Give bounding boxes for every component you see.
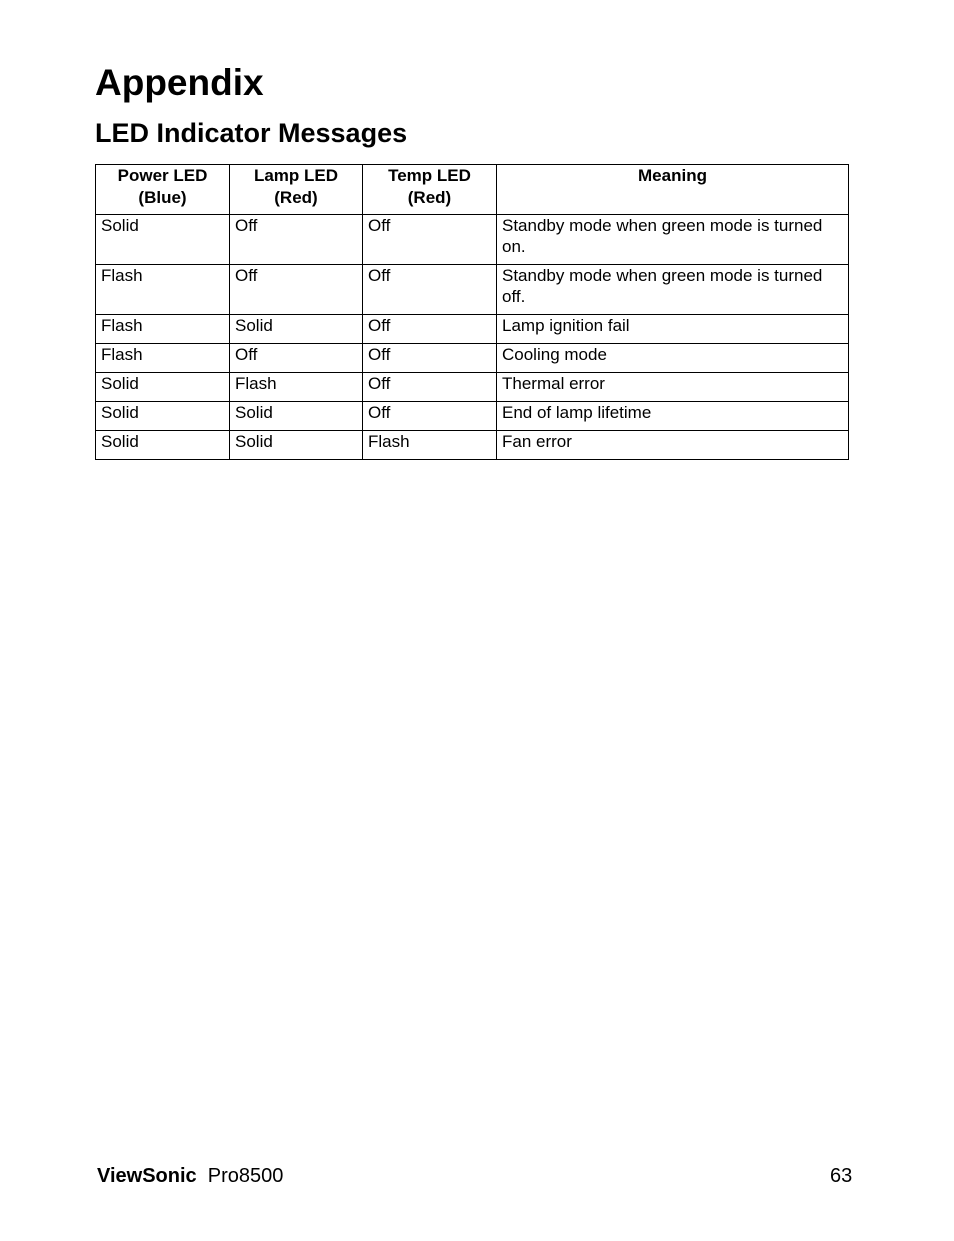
- table-row: [96, 315, 849, 344]
- cell-temp: Off: [363, 315, 497, 344]
- header-power-led: Power LED (Blue): [96, 165, 230, 215]
- cell-lamp: Off: [230, 215, 363, 265]
- cell-meaning: Lamp ignition fail: [497, 315, 849, 344]
- cell-temp: Off: [363, 373, 497, 402]
- cell-lamp: Flash: [230, 373, 363, 402]
- cell-lamp: Solid: [230, 431, 363, 460]
- cell-temp: Off: [363, 344, 497, 373]
- page-title: Appendix: [95, 62, 264, 103]
- cell-power: Flash: [96, 344, 230, 373]
- cell-meaning: Standby mode when green mode is turned on.: [497, 215, 849, 265]
- cell-lamp: Solid: [230, 402, 363, 431]
- table-row: [96, 215, 849, 265]
- cell-meaning: Thermal error: [497, 373, 849, 402]
- page-number: 63: [830, 1165, 853, 1187]
- cell-lamp: Solid: [230, 315, 363, 344]
- cell-temp: Off: [363, 402, 497, 431]
- led-indicator-table: [95, 164, 849, 460]
- header-temp-led: Temp LED (Red): [363, 165, 497, 215]
- cell-lamp: Off: [230, 344, 363, 373]
- header-lamp-led: Lamp LED (Red): [230, 165, 363, 215]
- footer-brand-name: ViewSonic: [97, 1165, 197, 1187]
- cell-lamp: Off: [230, 265, 363, 315]
- cell-power: Flash: [96, 265, 230, 315]
- cell-meaning: Standby mode when green mode is turned off.: [497, 265, 849, 315]
- table-row: [96, 344, 849, 373]
- table-row: [96, 265, 849, 315]
- cell-temp: Off: [363, 215, 497, 265]
- cell-temp: Flash: [363, 431, 497, 460]
- table-row: [96, 402, 849, 431]
- cell-meaning: End of lamp lifetime: [497, 402, 849, 431]
- section-title: LED Indicator Messages: [95, 118, 408, 148]
- header-meaning: Meaning: [497, 165, 849, 215]
- table-row: [96, 431, 849, 460]
- footer-model: Pro8500: [207, 1165, 284, 1187]
- table-row: [96, 373, 849, 402]
- footer-brand: [97, 1164, 283, 1188]
- table-header-row: [96, 165, 849, 215]
- cell-power: Solid: [96, 402, 230, 431]
- cell-temp: Off: [363, 265, 497, 315]
- cell-meaning: Fan error: [497, 431, 849, 460]
- cell-power: Solid: [96, 215, 230, 265]
- cell-power: Flash: [96, 315, 230, 344]
- cell-power: Solid: [96, 431, 230, 460]
- cell-power: Solid: [96, 373, 230, 402]
- cell-meaning: Cooling mode: [497, 344, 849, 373]
